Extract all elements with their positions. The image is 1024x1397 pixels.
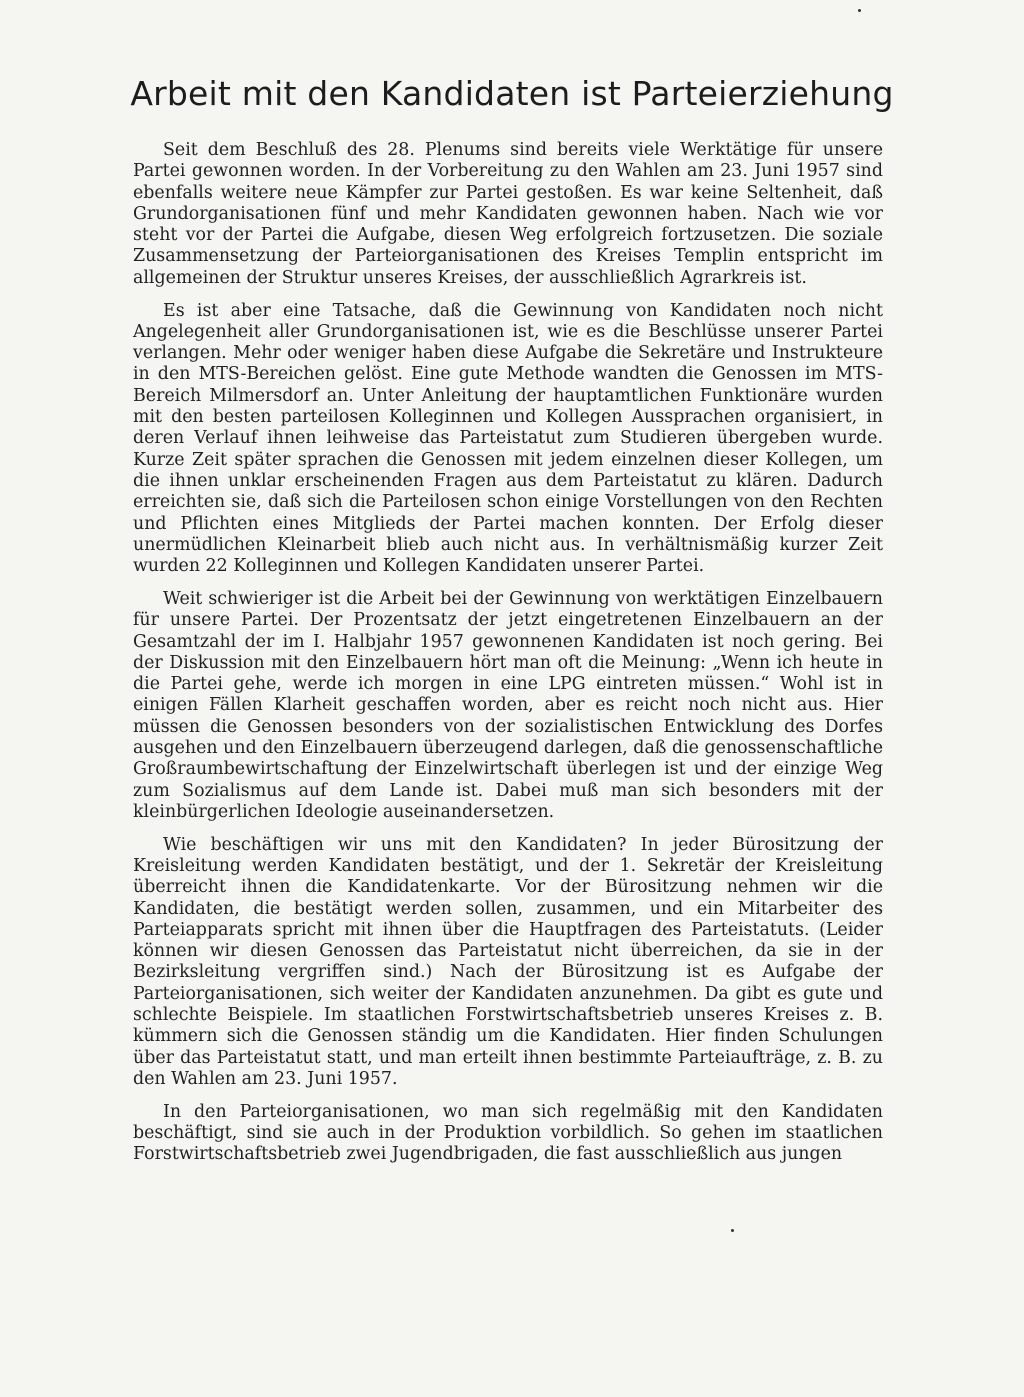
article-body <box>133 140 883 1177</box>
paragraph-2: Es ist aber eine Tatsache, daß die Gewinnung von Kandidaten noch nicht Angelegenheit aller Grundorganisationen ist, wie es die Beschlüsse unserer Partei verlangen. Mehr oder weniger haben diese Aufgabe die Sekretäre und Instrukteure in den MTS-Bereichen gelöst. Eine gute Methode wandten die Genossen im MTS-Bereich Milmersdorf an. Unter Anleitung der hauptamtlichen Funktionäre wurden mit den besten parteilosen Kolleginnen und Kollegen Aussprachen organisiert, in deren Verlauf ihnen leihweise das Parteistatut zum Studieren übergeben wurde. Kurze Zeit später sprachen die Genossen mit jedem einzelnen dieser Kollegen, um die ihnen unklar erscheinenden Fragen aus dem Parteistatut zu klären. Dadurch erreichten sie, daß sich die Parteilosen schon einige Vorstellungen von den Rechten und Pflichten eines Mitglieds der Partei machen konnten. Der Erfolg dieser unermüdlichen Kleinarbeit blieb auch nicht aus. In verhältnismäßig kurzer Zeit wurden 22 Kolleginnen und Kollegen Kandidaten unserer Partei. <box>133 300 883 577</box>
paragraph-3: Weit schwieriger ist die Arbeit bei der Gewinnung von werktätigen Einzelbauern für unsere Partei. Der Prozentsatz der jetzt eingetretenen Einzelbauern an der Gesamtzahl der im I. Halbjahr 1957 gewonnenen Kandidaten ist noch gering. Bei der Diskussion mit den Einzelbauern hört man oft die Meinung: „Wenn ich heute in die Partei gehe, werde ich morgen in eine LPG eintreten müssen.“ Wohl ist in einigen Fällen Klarheit geschaffen worden, aber es reicht noch nicht aus. Hier müssen die Genossen besonders von der sozialistischen Entwicklung des Dorfes ausgehen und den Einzelbauern überzeugend darlegen, daß die genossenschaftliche Großraumbewirtschaftung der Einzelwirtschaft überlegen ist und der einzige Weg zum Sozialismus auf dem Lande ist. Dabei muß man sich besonders mit der kleinbürgerlichen Ideologie auseinandersetzen. <box>133 588 883 822</box>
article-title: Arbeit mit den Kandidaten ist Parteierziehung <box>130 74 894 113</box>
print-speck <box>731 1229 734 1232</box>
print-speck <box>858 9 861 12</box>
paragraph-4: Wie beschäftigen wir uns mit den Kandidaten? In jeder Bürositzung der Kreisleitung werden Kandidaten bestätigt, und der 1. Sekretär der Kreisleitung überreicht ihnen die Kandidatenkarte. Vor der Bürositzung nehmen wir die Kandidaten, die bestätigt werden sollen, zusammen, und ein Mitarbeiter des Parteiapparats spricht mit ihnen über die Hauptfragen des Parteistatuts. (Leider können wir diesen Genossen das Parteistatut nicht überreichen, da sie in der Bezirksleitung vergriffen sind.) Nach der Bürositzung ist es Aufgabe der Parteiorganisationen, sich weiter der Kandidaten anzunehmen. Da gibt es gute und schlechte Beispiele. Im staatlichen Forstwirtschaftsbetrieb unseres Kreises z. B. kümmern sich die Genossen ständig um die Kandidaten. Hier finden Schulungen über das Parteistatut statt, und man erteilt ihnen bestimmte Parteiaufträge, z. B. zu den Wahlen am 23. Juni 1957. <box>133 834 883 1089</box>
paragraph-1: Seit dem Beschluß des 28. Plenums sind bereits viele Werktätige für unsere Partei gewonnen worden. In der Vorbereitung zu den Wahlen am 23. Juni 1957 sind ebenfalls weitere neue Kämpfer zur Partei gestoßen. Es war keine Seltenheit, daß Grundorganisationen fünf und mehr Kandidaten gewonnen haben. Nach wie vor steht vor der Partei die Aufgabe, diesen Weg erfolgreich fortzusetzen. Die soziale Zusammensetzung der Parteiorganisationen des Kreises Templin entspricht im allgemeinen der Struktur unseres Kreises, der ausschließlich Agrarkreis ist. <box>133 140 883 288</box>
paragraph-5: In den Parteiorganisationen, wo man sich regelmäßig mit den Kandidaten beschäftigt, sind sie auch in der Produktion vorbildlich. So gehen im staatlichen Forstwirtschaftsbetrieb zwei Jugendbrigaden, die fast ausschließlich aus jungen <box>133 1101 883 1165</box>
